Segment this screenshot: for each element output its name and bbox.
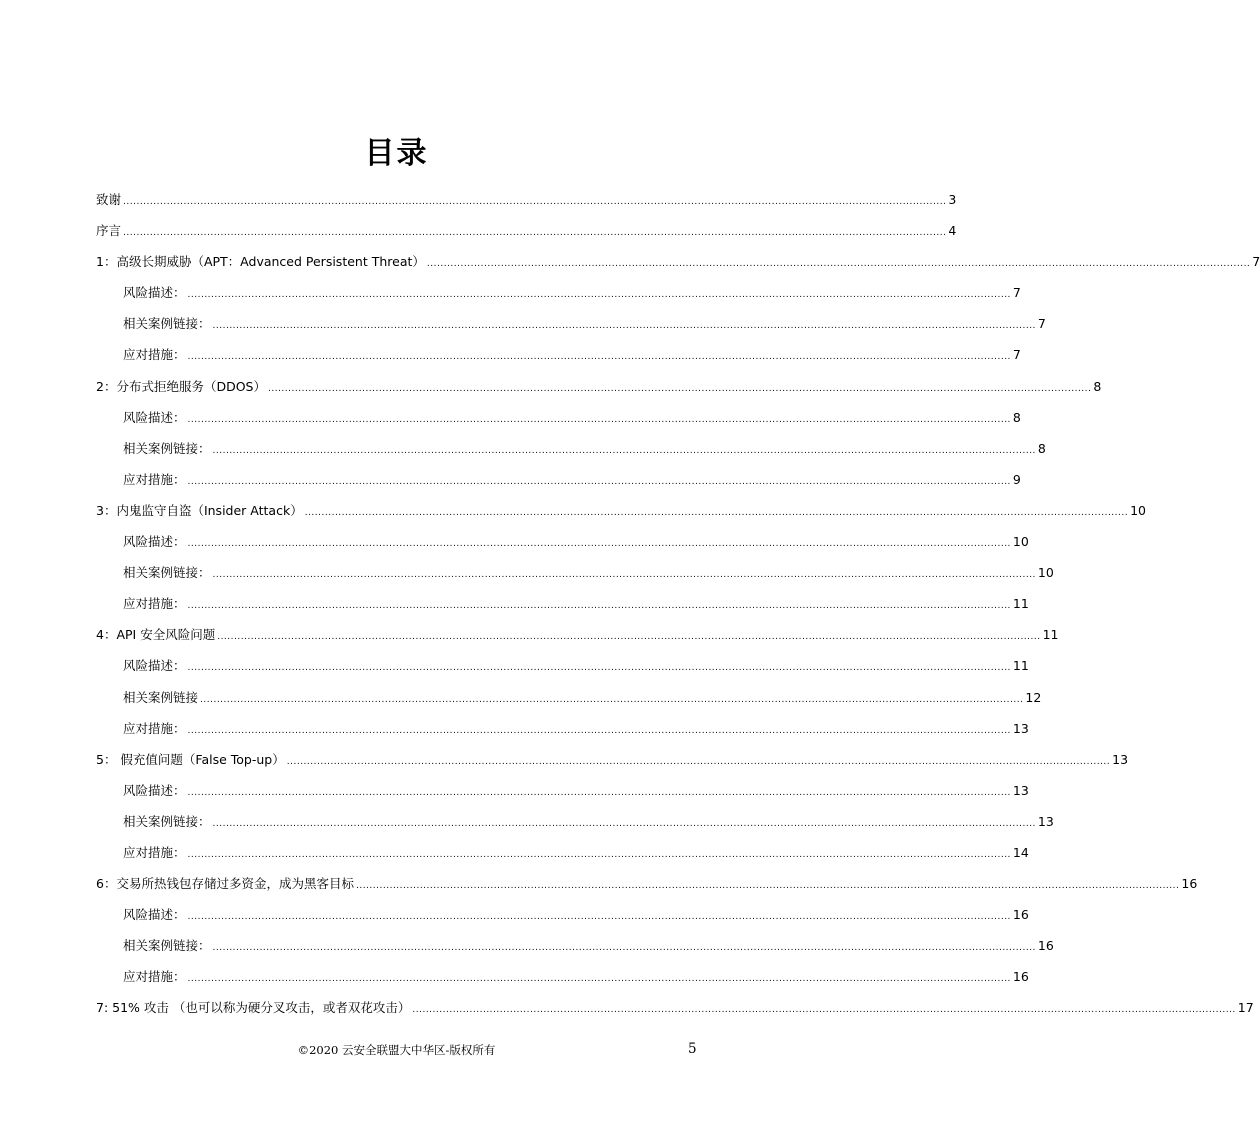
toc-entry-label: 风险描述： <box>123 409 186 425</box>
toc-dot-leader <box>188 339 1011 373</box>
toc-subentry[interactable] <box>96 930 1054 961</box>
toc-entry-label: 相关案例链接： <box>123 813 211 829</box>
toc-dot-leader <box>188 526 1011 560</box>
toc-entry-label: 应对措施： <box>123 347 186 363</box>
toc-subentry[interactable] <box>96 961 1029 992</box>
toc-dot-leader <box>123 215 946 249</box>
toc-subentry[interactable] <box>96 339 1021 370</box>
toc-dot-leader <box>188 588 1011 622</box>
toc-entry[interactable] <box>96 495 1147 526</box>
toc-dot-leader <box>427 246 1250 280</box>
toc-subentry[interactable] <box>96 588 1029 619</box>
toc-entry[interactable] <box>96 992 1254 1023</box>
toc-entry-page-number: 16 <box>1037 938 1054 954</box>
toc-entry[interactable] <box>96 184 957 215</box>
toc-entry-page-number: 13 <box>1037 813 1054 829</box>
toc-entry-page-number: 13 <box>1012 720 1029 736</box>
toc-subentry[interactable] <box>96 775 1029 806</box>
toc-entry-label: 7: 51% 攻击 （也可以称为硬分叉攻击，或者双花攻击） <box>96 1000 411 1016</box>
toc-entry-label: 致谢 <box>96 192 122 207</box>
table-of-contents <box>96 184 1260 1024</box>
toc-entry-page-number: 11 <box>1042 627 1059 643</box>
toc-dot-leader <box>213 433 1036 467</box>
toc-entry[interactable] <box>96 215 957 246</box>
toc-subentry[interactable] <box>96 682 1042 713</box>
toc-entry-label: 相关案例链接： <box>123 316 211 332</box>
toc-entry-page-number: 16 <box>1181 876 1198 892</box>
toc-subentry[interactable] <box>96 837 1029 868</box>
toc-entry-page-number: 8 <box>1037 440 1046 456</box>
toc-entry-label: 风险描述： <box>123 907 186 923</box>
footer-page-number: 5 <box>688 1041 697 1057</box>
toc-entry-label: 3：内鬼监守自盗（Insider Attack） <box>96 502 303 518</box>
toc-subentry[interactable] <box>96 433 1046 464</box>
footer-copyright: ©2020 云安全联盟大中华区-版权所有 <box>297 1043 496 1057</box>
toc-entry-page-number: 10 <box>1130 502 1147 518</box>
toc-entry-page-number: 7 <box>1252 254 1260 270</box>
toc-dot-leader <box>213 557 1036 591</box>
toc-subentry[interactable] <box>96 899 1029 930</box>
toc-entry-page-number: 8 <box>1093 378 1102 394</box>
toc-dot-leader <box>268 371 1091 405</box>
page-title: 目录 <box>364 136 429 171</box>
toc-dot-leader <box>213 806 1036 840</box>
toc-entry[interactable] <box>96 371 1102 402</box>
toc-entry-page-number: 17 <box>1237 1000 1254 1016</box>
toc-entry[interactable] <box>96 868 1198 899</box>
toc-entry-page-number: 11 <box>1012 596 1029 612</box>
toc-entry-label: 相关案例链接： <box>123 938 211 954</box>
toc-entry-label: 应对措施： <box>123 720 186 736</box>
toc-entry-label: 风险描述： <box>123 534 186 550</box>
toc-entry-label: 应对措施： <box>123 844 186 860</box>
toc-entry-page-number: 7 <box>1012 285 1021 301</box>
toc-entry-label: 1：高级长期威胁（APT：Advanced Persistent Threat） <box>96 254 425 270</box>
toc-entry-page-number: 10 <box>1037 565 1054 581</box>
page-footer <box>0 1040 793 1060</box>
toc-entry-label: 应对措施： <box>123 471 186 487</box>
toc-dot-leader <box>287 744 1110 778</box>
toc-entry-page-number: 7 <box>1012 347 1021 363</box>
toc-entry-page-number: 10 <box>1012 534 1029 550</box>
toc-dot-leader <box>213 930 1036 964</box>
toc-subentry[interactable] <box>96 526 1029 557</box>
toc-dot-leader <box>356 868 1179 902</box>
toc-entry-page-number: 13 <box>1112 751 1129 767</box>
toc-entry-page-number: 3 <box>948 192 957 207</box>
toc-entry-page-number: 13 <box>1012 782 1029 798</box>
toc-entry-label: 风险描述： <box>123 285 186 301</box>
toc-entry-label: 应对措施： <box>123 969 186 985</box>
toc-dot-leader <box>188 402 1011 436</box>
toc-dot-leader <box>188 464 1011 498</box>
toc-dot-leader <box>200 682 1023 716</box>
toc-entry-page-number: 16 <box>1012 969 1029 985</box>
toc-entry-page-number: 14 <box>1012 844 1029 860</box>
toc-entry-page-number: 9 <box>1012 471 1021 487</box>
toc-entry-label: 风险描述： <box>123 658 186 674</box>
toc-entry-label: 2：分布式拒绝服务（DDOS） <box>96 378 266 394</box>
toc-subentry[interactable] <box>96 557 1054 588</box>
toc-entry-label: 5： 假充值问题（False Top-up） <box>96 751 285 767</box>
toc-subentry[interactable] <box>96 402 1021 433</box>
toc-entry-label: 相关案例链接 <box>123 689 199 705</box>
toc-subentry[interactable] <box>96 308 1046 339</box>
toc-entry-label: 相关案例链接： <box>123 440 211 456</box>
toc-dot-leader <box>188 899 1011 933</box>
toc-entry-page-number: 11 <box>1012 658 1029 674</box>
toc-entry-label: 6：交易所热钱包存储过多资金，成为黑客目标 <box>96 876 354 892</box>
toc-entry-page-number: 12 <box>1025 689 1042 705</box>
toc-dot-leader <box>213 308 1036 342</box>
toc-entry-page-number: 7 <box>1037 316 1046 332</box>
toc-subentry[interactable] <box>96 650 1029 681</box>
toc-entry[interactable] <box>96 246 1260 277</box>
toc-entry-page-number: 16 <box>1012 907 1029 923</box>
toc-dot-leader <box>188 277 1011 311</box>
toc-entry-label: 序言 <box>96 223 122 239</box>
toc-subentry[interactable] <box>96 713 1029 744</box>
toc-dot-leader <box>217 619 1040 653</box>
toc-subentry[interactable] <box>96 806 1054 837</box>
toc-entry-page-number: 4 <box>948 223 957 239</box>
toc-dot-leader <box>188 650 1011 684</box>
toc-dot-leader <box>123 184 946 218</box>
toc-entry-label: 风险描述： <box>123 782 186 798</box>
toc-dot-leader <box>188 713 1011 747</box>
toc-entry-label: 应对措施： <box>123 596 186 612</box>
toc-entry-label: 相关案例链接： <box>123 565 211 581</box>
toc-dot-leader <box>305 495 1128 529</box>
toc-dot-leader <box>412 992 1235 1026</box>
toc-entry[interactable] <box>96 744 1129 775</box>
toc-subentry[interactable] <box>96 464 1021 495</box>
toc-dot-leader <box>188 775 1011 809</box>
toc-subentry[interactable] <box>96 277 1021 308</box>
toc-entry-label: 4：API 安全风险问题 <box>96 627 216 643</box>
toc-dot-leader <box>188 961 1011 995</box>
toc-dot-leader <box>188 837 1011 871</box>
toc-entry[interactable] <box>96 619 1059 650</box>
toc-entry-page-number: 8 <box>1012 409 1021 425</box>
